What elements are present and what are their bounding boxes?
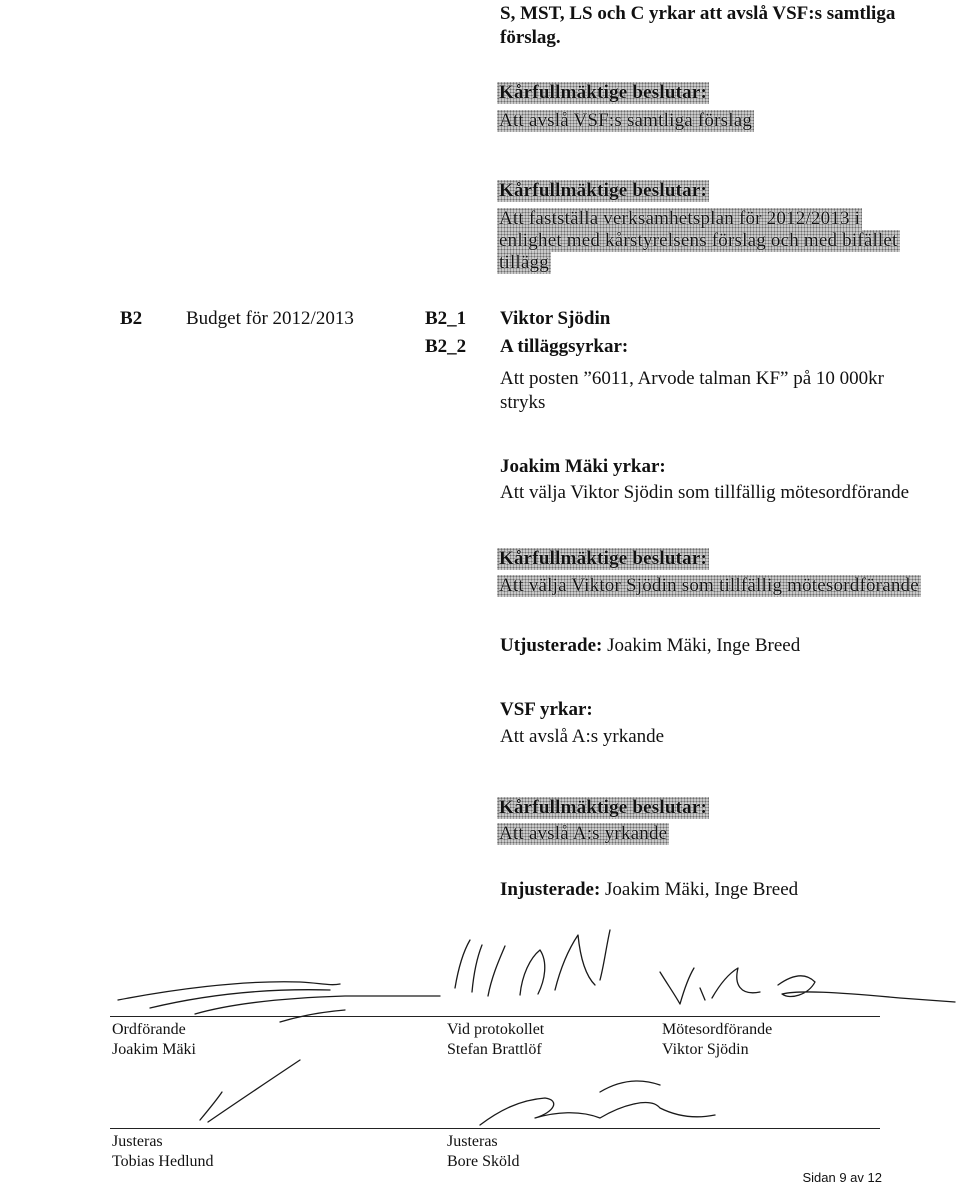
sub-item-text-line: stryks [500, 392, 546, 413]
adjusted-out-names: Joakim Mäki, Inge Breed [607, 635, 801, 656]
signature-name: Stefan Brattlöf [447, 1041, 542, 1058]
decision-text-line: enlighet med kårstyrelsens förslag och med bifället [499, 230, 898, 251]
motion-heading: VSF yrkar: [500, 699, 593, 720]
sub-item-number: B2_1 [425, 308, 467, 329]
signature-name: Bore Sköld [447, 1153, 520, 1170]
adjusted-out-label: Utjusterade: [500, 635, 603, 656]
item-number: B2 [120, 308, 143, 329]
intro-line-2: förslag. [500, 27, 561, 48]
decision-text-line: tillägg [499, 252, 549, 273]
signature-role: Vid protokollet [447, 1021, 545, 1038]
sub-item-text-line: Att posten ”6011, Arvode talman KF” på 10 000kr [500, 368, 884, 389]
decision-heading: Kårfullmäktige beslutar: [499, 180, 707, 201]
signature-role: Mötesordförande [662, 1021, 773, 1038]
decision-heading: Kårfullmäktige beslutar: [499, 82, 707, 103]
sub-item-name: Viktor Sjödin [500, 308, 611, 329]
signature-name: Tobias Hedlund [112, 1153, 214, 1170]
decision-text: Att välja Viktor Sjödin som tillfällig mötesordförande [499, 575, 919, 596]
signature-role: Justeras [112, 1133, 163, 1150]
sub-item-heading: A tilläggsyrkar: [500, 336, 629, 357]
intro-line-1: S, MST, LS och C yrkar att avslå VSF:s samtliga [500, 3, 896, 24]
signature-name: Viktor Sjödin [662, 1041, 749, 1058]
motion-text: Att avslå A:s yrkande [500, 726, 665, 747]
decision-heading: Kårfullmäktige beslutar: [499, 797, 707, 818]
adjusted-in-names: Joakim Mäki, Inge Breed [605, 879, 799, 900]
signature-role: Justeras [447, 1133, 498, 1150]
decision-text-line: Att fastställa verksamhetsplan för 2012/2013 i [499, 208, 861, 229]
item-title: Budget för 2012/2013 [186, 308, 354, 329]
motion-heading: Joakim Mäki yrkar: [500, 456, 666, 477]
sub-item-number: B2_2 [425, 336, 467, 357]
motion-text: Att välja Viktor Sjödin som tillfällig mötesordförande [500, 482, 910, 503]
page-number: Sidan 9 av 12 [802, 1170, 882, 1185]
decision-text: Att avslå VSF:s samtliga förslag [499, 110, 753, 131]
decision-text: Att avslå A:s yrkande [499, 823, 668, 844]
signature-name: Joakim Mäki [112, 1041, 196, 1058]
adjusted-in-label: Injusterade: [500, 879, 601, 900]
decision-heading: Kårfullmäktige beslutar: [499, 548, 707, 569]
signature-role: Ordförande [112, 1021, 186, 1038]
